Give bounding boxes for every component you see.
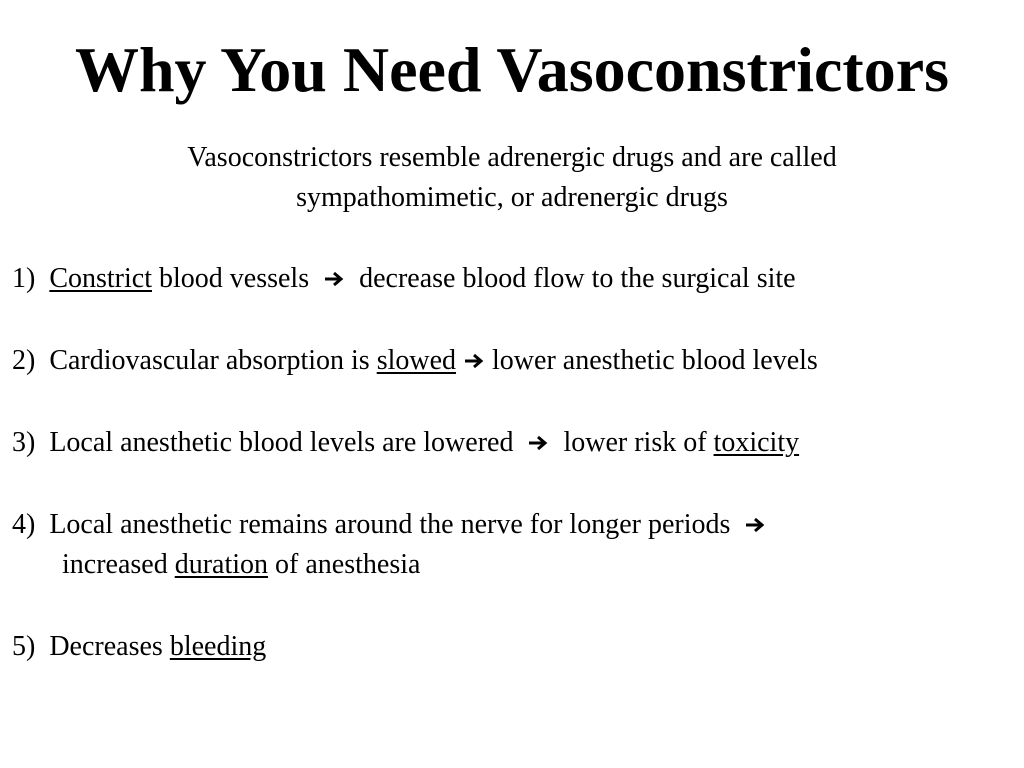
arrow-right-icon <box>528 435 548 451</box>
list-item-4-continuation: increased duration of anesthesia <box>62 549 421 580</box>
item-number: 5) <box>12 631 36 662</box>
item-number: 3) <box>12 427 36 458</box>
underlined-term: duration <box>174 549 269 580</box>
arrow-right-icon <box>464 353 484 369</box>
intro-line-2: sympathomimetic, or adrenergic drugs <box>296 182 728 213</box>
list-item-4: 4) Local anesthetic remains around the nerve for longer periods increased duration of anesthesia <box>12 505 773 585</box>
intro-line-1: Vasoconstrictors resemble adrenergic drugs and are called <box>187 142 837 173</box>
list-item-3: 3) Local anesthetic blood levels are lowered lower risk of toxicity <box>12 427 800 458</box>
underlined-term: slowed <box>376 345 457 376</box>
arrow-right-icon <box>745 517 765 533</box>
list-item-5: 5) Decreases bleeding <box>12 631 267 662</box>
arrow-right-icon <box>324 271 344 287</box>
list-item-1: 1) Constrict blood vessels decrease blood flow to the surgical site <box>12 263 796 294</box>
underlined-term: bleeding <box>169 631 267 662</box>
underlined-term: toxicity <box>713 427 800 458</box>
underlined-term: Constrict <box>49 263 152 294</box>
item-number: 4) <box>12 509 36 540</box>
intro-text <box>0 138 1024 218</box>
list-item-2: 2) Cardiovascular absorption is slowed lower anesthetic blood levels <box>12 345 818 376</box>
item-number: 1) <box>12 263 36 294</box>
item-number: 2) <box>12 345 36 376</box>
slide-title: Why You Need Vasoconstrictors <box>74 34 950 105</box>
